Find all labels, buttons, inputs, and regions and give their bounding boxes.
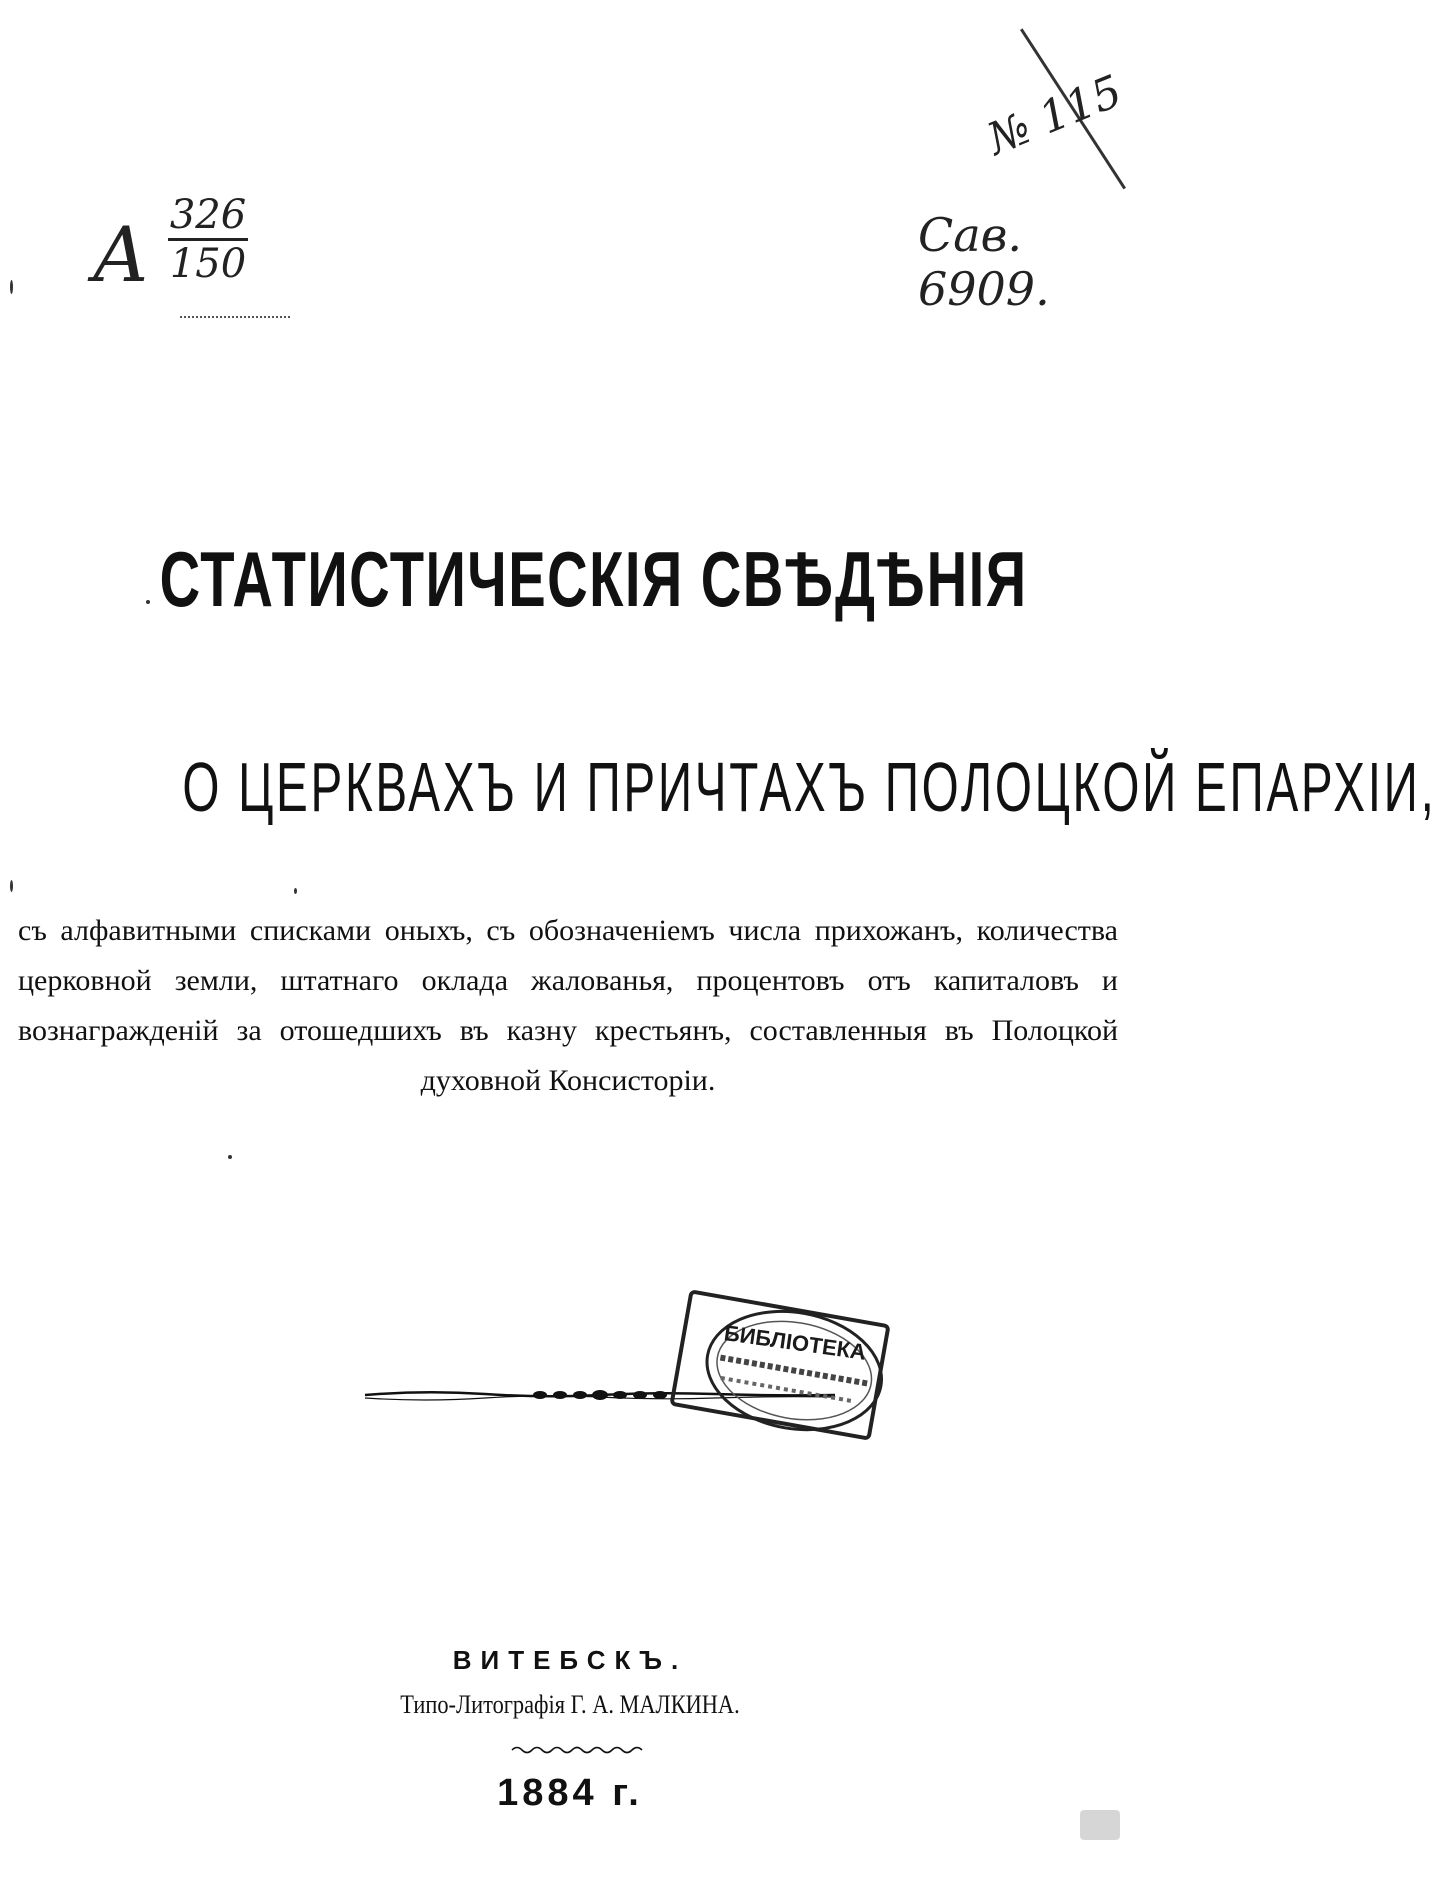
scan-speck <box>10 880 13 892</box>
imprint-year: 1884 г. <box>497 1772 643 1814</box>
shelf-mark-letter: А <box>92 210 150 299</box>
corner-handwritten-mark: № 115 <box>980 65 1130 166</box>
scan-speck <box>228 1155 232 1159</box>
scan-smudge <box>1080 1810 1120 1840</box>
shelf-mark-top: 326 <box>169 192 247 238</box>
shelf-mark-underline <box>180 316 290 318</box>
catalogue-mark <box>918 208 1050 316</box>
description-paragraph: съ алфавитными списками оныхъ, съ обозначеніемъ числа прихожанъ, количества церковной земли, штатнаго оклада жалованья, процентовъ отъ капиталовъ и вознагражденій за отошедшихъ въ казну крестьянъ, составленныя въ Полоцкой духовной Консисторіи. <box>18 914 1118 1097</box>
shelf-mark-number <box>168 194 248 285</box>
main-title: СТАТИСТИЧЕСКІЯ СВѢДѢНІЯ <box>159 535 1028 623</box>
sub-title: О ЦЕРКВАХЪ И ПРИЧТАХЪ ПОЛОЦКОЙ ЕПАРХІИ, <box>182 748 1437 826</box>
stamp-label: БИБЛІОТЕКА <box>722 1320 868 1365</box>
imprint-city: ВИТЕБСКЪ. <box>452 1645 688 1675</box>
scan-speck <box>146 600 150 604</box>
scan-speck <box>10 280 13 294</box>
shelf-mark-bottom: 150 <box>169 241 247 287</box>
imprint-printer: Типо-Литографія Г. А. МАЛКИНА. <box>400 1690 740 1719</box>
imprint-wave-rule <box>512 1744 642 1756</box>
scan-speck <box>294 888 297 894</box>
catalogue-mark-top: Сав. <box>918 208 1023 262</box>
catalogue-mark-bottom: 6909. <box>918 262 1050 316</box>
